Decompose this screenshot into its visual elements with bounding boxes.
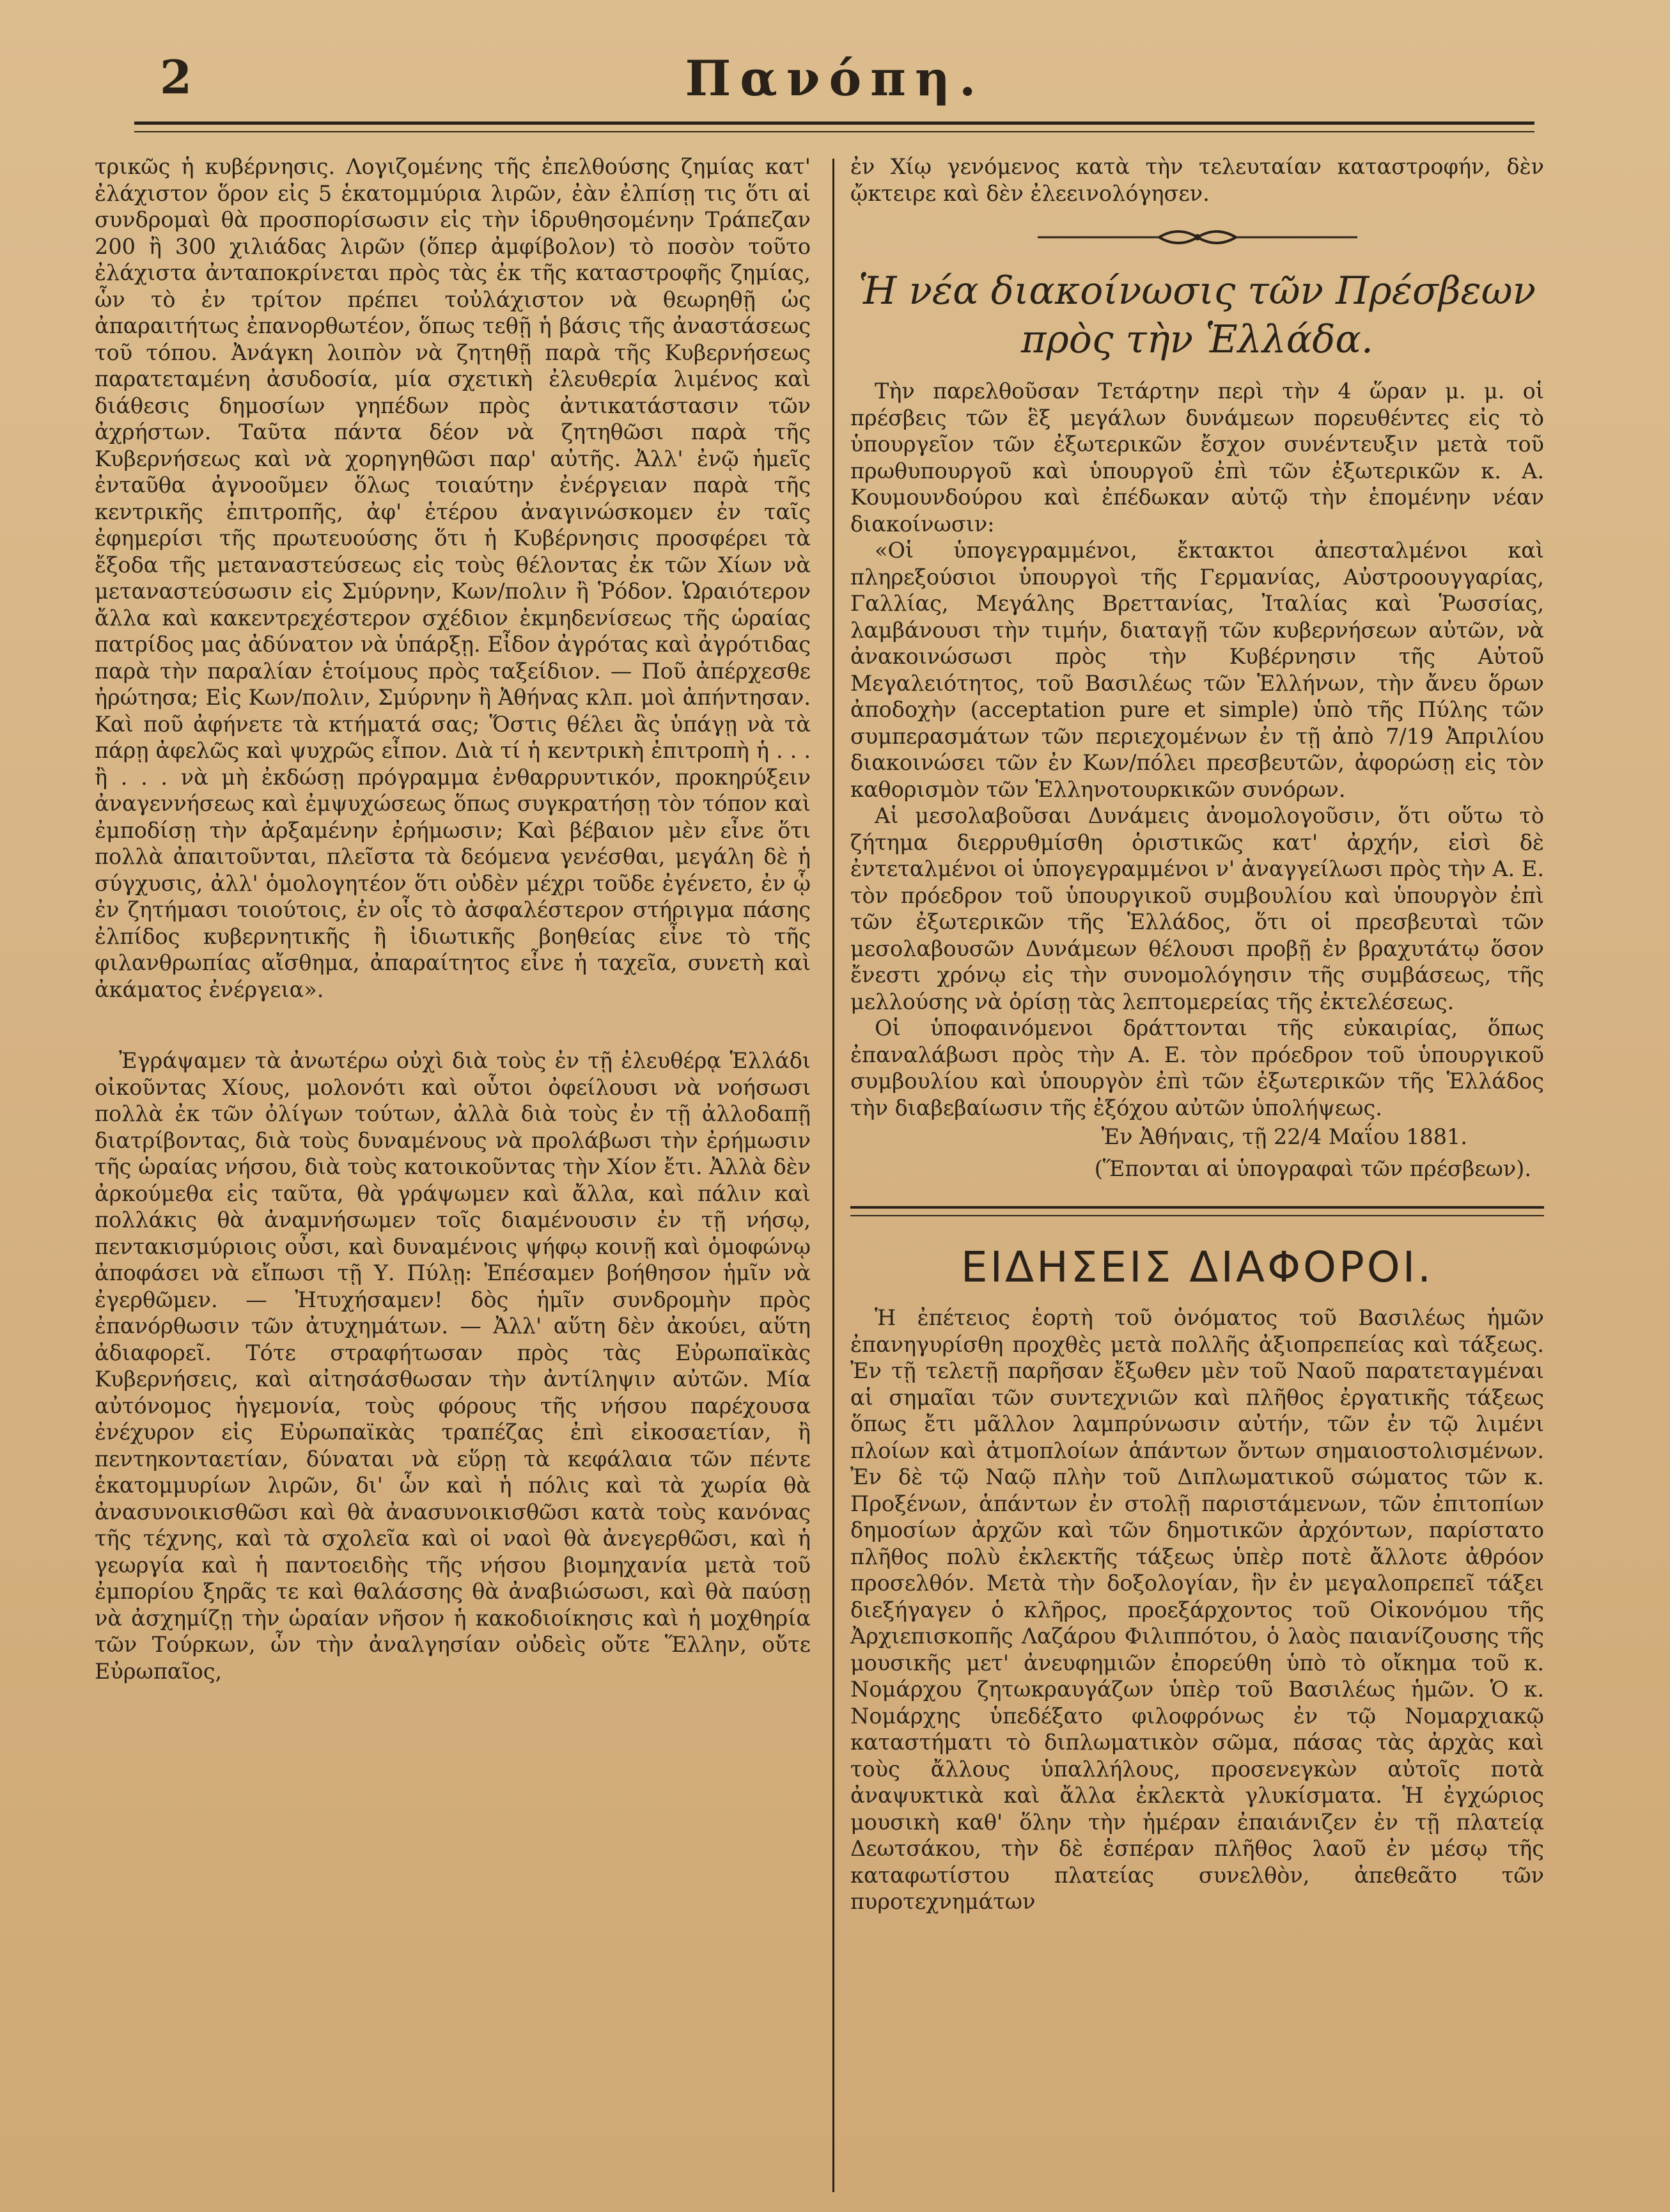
article-paragraph-2: «Οἱ ὑπογεγραμμένοι, ἔκτακτοι ἀπεσταλμένοι καὶ πληρεξούσιοι ὑπουργοὶ τῆς Γερμανίας, Αὐστροουγγαρίας, Γαλλίας, Μεγάλης Βρεττανίας, Ἰταλίας καὶ Ῥωσσίας, λαμβάνουσι τὴν τιμήν, διαταγῇ τῶν κυβερνήσεων αὐτῶν, νὰ ἀνακοινώσωσι πρὸς τὴν Κυβέρνησιν τῆς Αὐτοῦ Μεγαλειότητος, τοῦ Βασιλέως τῶν Ἑλλήνων, τὴν ἄνευ ὅρων ἀποδοχὴν (acceptation pure et simple) ὑπὸ τῆς Πύλης τῶν συμπερασμάτων τῶν περιεχομένων ἐν τῇ ἀπὸ 7/19 Ἀπριλίου διακοινώσει τῶν ἐν Κων/πόλει πρεσβευτῶν, ἀφορώσῃ εἰς τὸν καθορισμὸν τῶν Ἑλληνοτουρκικῶν συνόρων. <box>850 538 1544 802</box>
news-section-heading: ΕΙΔΗΣΕΙΣ ΔΙΑΦΟΡΟΙ. <box>960 1243 1434 1292</box>
article-dateline: Ἐν Ἀθήναις, τῇ 22/4 Μαΐου 1881. <box>1101 1124 1467 1149</box>
article-headline: Ἡ νέα διακοίνωσις τῶν Πρέσβεων πρὸς τὴν Ἑλλάδα. <box>858 269 1536 362</box>
article-paragraph-4: Οἱ ὑποφαινόμενοι δράττονται τῆς εὐκαιρίας, ὅπως ἐπαναλάβωσι πρὸς τὴν Α. Ε. τὸν πρόεδρον τοῦ ὑπουργικοῦ συμβουλίου καὶ ὑπουργὸν ἐπὶ τῶν ἐξωτερικῶν τῆς Ἑλλάδος τὴν διαβεβαίωσιν τῆς ἐξόχου αὐτῶν ὑπολήψεως. <box>850 1016 1544 1120</box>
article-paragraph-1: Τὴν παρελθοῦσαν Τετάρτην περὶ τὴν 4 ὥραν μ. μ. οἱ πρέσβεις τῶν ἓξ μεγάλων δυνάμεων πορευθέντες εἰς τὸ ὑπουργεῖον τῶν ἐξωτερικῶν ἔσχον συνέντευξιν μετὰ τοῦ πρωθυπουργοῦ καὶ ὑπουργοῦ ἐπὶ τῶν ἐξωτερικῶν κ. Α. Κουμουνδούρου καὶ ἐπέδωκαν αὐτῷ τὴν ἑπομένην νέαν διακοίνωσιν: <box>850 379 1544 537</box>
left-column <box>95 153 811 1684</box>
article-paragraph-3: Αἱ μεσολαβοῦσαι Δυνάμεις ἀνομολογοῦσιν, ὅτι οὕτω τὸ ζήτημα διερρυθμίσθη ὁριστικῶς κατ' ἀρχήν, εἰσὶ δὲ ἐντεταλμένοι οἱ ὑπογεγραμμένοι ν' ἀναγγείλωσι πρὸς τὴν Α. Ε. τὸν πρόεδρον τοῦ ὑπουργικοῦ συμβουλίου καὶ ὑπουργὸν ἐπὶ τῶν ἐξωτερικῶν τῆς Ἑλλάδος, ὅτι οἱ πρεσβευταὶ τῶν μεσολαβουσῶν Δυνάμεων θέλουσι προβῇ ἐν βραχυτάτῳ ὅσον ἔνεστι χρόνῳ εἰς τὴν συνομολόγησιν τῆς συμβάσεως, τῆς μελλούσης νὰ ὁρίσῃ τὰς λεπτομερείας τῆς ἐκτελέσεως. <box>850 803 1544 1014</box>
section-rule <box>850 1206 1544 1216</box>
scroll-ornament-icon <box>1031 230 1364 245</box>
page-number: 2 <box>160 50 192 104</box>
left-paragraph-1: τρικῶς ἡ κυβέρνησις. Λογιζομένης τῆς ἐπελθούσης ζημίας κατ' ἐλάχιστον ὅρον εἰς 5 ἑκατομμύρια λιρῶν, ἐὰν ἐλπίσῃ τις ὅτι αἱ συνδρομαὶ θὰ προσπορίσωσιν εἰς τὴν ἱδρυθησομένην Τράπεζαν 200 ἢ 300 χιλιάδας λιρῶν (ὅπερ ἀμφίβολον) τὸ ποσὸν τοῦτο ἐλάχιστα ἀνταποκρίνεται πρὸς τὰς ἐκ τῆς καταστροφῆς ζημίας, ὧν τὸ ἐν τρίτον πρέπει τοὐλάχιστον νὰ θεωρηθῇ ὡς ἀπαραιτήτως ἐπανορθωτέον, ὅπως τεθῇ ἡ βάσις τῆς ἀναστάσεως τοῦ τόπου. Ἀνάγκη λοιπὸν νὰ ζητηθῇ παρὰ τῆς Κυβερνήσεως παρατεταμένη ἀσυδοσία, μία σχετικὴ ἐλευθερία λιμένος καὶ διάθεσις δημοσίων γηπέδων πρὸς ἀντικατάστασιν τῶν ἀχρήστων. Ταῦτα πάντα δέον νὰ ζητηθῶσι παρὰ τῆς Κυβερνήσεως καὶ νὰ χορηγηθῶσι παρ' αὐτῆς. Ἀλλ' ἐνῷ ἡμεῖς ἐνταῦθα ἀγνοοῦμεν ὅλως τοιαύτην ἐνέργειαν παρὰ τῆς κεντρικῆς ἐπιτροπῆς, ἀφ' ἑτέρου ἀναγινώσκομεν ἐν ταῖς ἐφημερίσι τῆς πρωτευούσης ὅτι ἡ Κυβέρνησις προσφέρει τὰ ἔξοδα τῆς μεταναστεύσεως εἰς τοὺς θέλοντας ἐκ τῶν Χίων νὰ μεταναστεύσωσιν εἰς Σμύρνην, Κων/πολιν ἢ Ῥόδον. Ὡραιότερον ἄλλα καὶ κακεντρεχέστερον σχέδιον ἐκμηδενίσεως τῆς ὡραίας πατρίδος μας ἀδύνατον νὰ ὑπάρξῃ. Εἶδον ἀγρότας καὶ ἀγρότιδας παρὰ τὴν παραλίαν ἑτοίμους πρὸς ταξείδιον. — Ποῦ ἀπέρχεσθε ἠρώτησα; Εἰς Κων/πολιν, Σμύρνην ἢ Ἀθήνας κλπ. μοὶ ἀπήντησαν. Καὶ ποῦ ἀφήνετε τὰ κτήματά σας; Ὅστις θέλει ἂς ὑπάγῃ νὰ τὰ πάρῃ ἀφελῶς καὶ ψυχρῶς εἶπον. Διὰ τί ἡ κεντρικὴ ἐπιτροπὴ ἡ . . . ἢ . . . νὰ μὴ ἐκδώσῃ πρόγραμμα ἐνθαρρυντικόν, προκηρύξειν ἀναγεννήσεως καὶ ἐμψυχώσεως ὅπως συγκρατήσῃ τὸν τόπον καὶ ἐμποδίσῃ τὴν ἀρξαμένην ἐρήμωσιν; Καὶ βέβαιον μὲν εἶνε ὅτι πολλὰ ἀπαιτοῦνται, πλεῖστα τὰ δεόμενα γενέσθαι, μεγάλη δὲ ἡ σύγχυσις, ἀλλ' ὁμολογητέον ὅτι οὐδὲν μέχρι τοῦδε ἐγένετο, ἐν ᾧ ἐν ζητήμασι τοιούτοις, ἐν οἷς τὸ ἀσφαλέστερον στήριγμα πάσης ἐλπίδος κυβερνητικῆς ἢ ἰδιωτικῆς βοηθείας εἶνε τὸ τῆς φιλανθρωπίας αἴσθημα, ἀπαραίτητος εἶνε ἡ ταχεῖα, συνετὴ καὶ ἀκάματος ἐνέργεια». <box>95 154 811 1002</box>
newspaper-title: Πανόπη. <box>685 50 985 107</box>
page-header <box>0 0 1670 134</box>
continued-text: ἐν Χίῳ γενόμενος κατὰ τὴν τελευταίαν καταστροφήν, δὲν ᾤκτειρε καὶ δὲν ἐλεεινολόγησεν. <box>850 154 1544 206</box>
article-signature-note: (Ἕπονται αἱ ὑπογραφαὶ τῶν πρέσβεων). <box>1094 1156 1531 1181</box>
news-paragraph-1: Ἡ ἐπέτειος ἑορτὴ τοῦ ὀνόματος τοῦ Βασιλέως ἡμῶν ἐπανηγυρίσθη προχθὲς μετὰ πολλῆς ἀξιοπρεπείας καὶ τάξεως. Ἐν τῇ τελετῇ παρῆσαν ἔξωθεν μὲν τοῦ Ναοῦ παρατεταγμέναι αἱ σημαῖαι τῶν συντεχνιῶν καὶ πλῆθος ἐργατικῆς τάξεως ὅπως ἔτι μᾶλλον λαμπρύνωσιν αὐτήν, τῶν ἐν τῷ λιμένι πλοίων καὶ ἀτμοπλοίων ἁπάντων ὄντων σημαιοστολισμένων. Ἐν δὲ τῷ Ναῷ πλὴν τοῦ Διπλωματικοῦ σώματος τῶν κ. Προξένων, ἁπάντων ἐν στολῇ παριστάμενων, τῶν ἐπιτοπίων δημοσίων ἀρχῶν καὶ τῶν δημοτικῶν ἀρχόντων, παρίστατο πλῆθος πολὺ ἐκλεκτῆς τάξεως ὑπὲρ ποτὲ ἄλλοτε ἀθρόον προσελθόν. Μετὰ τὴν δοξολογίαν, ἣν ἐν μεγαλοπρεπεῖ τάξει διεξήγαγεν ὁ κλῆρος, προεξάρχοντος τοῦ Οἰκονόμου τῆς Ἀρχιεπισκοπῆς Λαζάρου Φιλιππότου, ὁ λαὸς παιανίζουσης τῆς μουσικῆς μετ' ἀνευφημιῶν ἐπορεύθη ὑπὸ τὸ οἴκημα τοῦ κ. Νομάρχου ζητωκραυγάζων ὑπὲρ τοῦ Βασιλέως ἡμῶν. Ὁ κ. Νομάρχης ὑπεδέξατο φιλοφρόνως ἐν τῷ Νομαρχιακῷ καταστήματι τὸ διπλωματικὸν σῶμα, πάσας τὰς ἀρχὰς καὶ τοὺς ἄλλους ὑπαλλήλους, προσενεγκὼν αὐτοῖς ποτὰ ἀναψυκτικὰ καὶ ἄλλα ἐκλεκτὰ γλυκίσματα. Ἡ ἐγχώριος μουσικὴ καθ' ὅλην τὴν ἡμέραν ἐπαιάνιζεν ἐν τῇ πλατείᾳ Δεωτσάκου, τὴν δὲ ἑσπέραν πλῆθος λαοῦ ἐν μέσῳ τῆς καταφωτίστου πλατείας συνελθὸν, ἀπεθεᾶτο τῶν πυροτεχνημάτων <box>850 1305 1544 1914</box>
header-rule <box>134 122 1534 132</box>
right-column <box>850 153 1544 1915</box>
column-divider <box>832 159 834 2192</box>
left-paragraph-2: Ἐγράψαμεν τὰ ἀνωτέρω οὐχὶ διὰ τοὺς ἐν τῇ ἐλευθέρᾳ Ἑλλάδι οἰκοῦντας Χίους, μολονότι καὶ οὗτοι ὀφείλουσι νὰ νοήσωσι πολλὰ ἐκ τῶν ὀλίγων τούτων, ἀλλὰ διὰ τοὺς ἐν τῇ ἀλλοδαπῇ διατρίβοντας, διὰ τοὺς δυναμένους νὰ προλάβωσι τὴν ἐρήμωσιν τῆς ὡραίας νήσου, διὰ τοὺς κατοικοῦντας τὴν Χίον ἔτι. Ἀλλὰ δὲν ἀρκούμεθα εἰς ταῦτα, θὰ γράψωμεν καὶ ἄλλα, καὶ πάλιν καὶ πολλάκις θὰ ἀναμνήσωμεν τοῖς διαμένουσιν ἐν τῇ νήσῳ, πεντακισμύριοις οὖσι, καὶ δυναμένοις ψήφῳ κοινῇ καὶ ὁμοφώνῳ ἀποφάσει νὰ εἴπωσι τῇ Υ. Πύλῃ: Ἐπέσαμεν βοήθησον ἡμῖν νὰ ἐγερθῶμεν. — Ἠτυχήσαμεν! δὸς ἡμῖν συνδρομὴν πρὸς ἐπανόρθωσιν τῶν ἀτυχημάτων. — Ἀλλ' αὕτη δὲν ἀκούει, αὕτη ἀδιαφορεῖ. Τότε στραφήτωσαν πρὸς τὰς Εὐρωπαϊκὰς Κυβερνήσεις, καὶ αἰτησάσθωσαν τὴν ἀντίληψιν αὐτῶν. Μία αὐτόνομος ἡγεμονία, τοὺς φόρους τῆς νήσου παρέχουσα ἐνέχυρον εἰς Εὐρωπαϊκὰς τραπέζας ἐπὶ εἰκοσαετίαν, ἢ πεντηκονταετίαν, δύναται νὰ εὕρῃ τὰ κεφάλαια τῶν πέντε ἑκατομμυρίων λιρῶν, δι' ὧν καὶ ἡ πόλις καὶ τὰ χωρία θὰ ἀνασυνοικισθῶσι καὶ θὰ ἀνασυνοικισθῶσι κατὰ τοὺς κανόνας τῆς τέχνης, καὶ τὰ σχολεῖα καὶ οἱ ναοὶ θὰ ἀνεγερθῶσι, καὶ ἡ γεωργία καὶ ἡ παντοειδὴς τῆς νήσου βιομηχανία μετὰ τοῦ ἐμπορίου ξηρᾶς τε καὶ θαλάσσης θὰ ἀναβιώσωσι, καὶ θὰ παύσῃ νὰ ἀσχημίζῃ τὴν ὡραίαν νῆσον ἡ κακοδιοίκησις καὶ ἡ μοχθηρία τῶν Τούρκων, ὧν τὴν ἀναλγησίαν οὐδεὶς οὔτε Ἕλλην, οὔτε Εὐρωπαῖος, <box>95 1048 811 1684</box>
